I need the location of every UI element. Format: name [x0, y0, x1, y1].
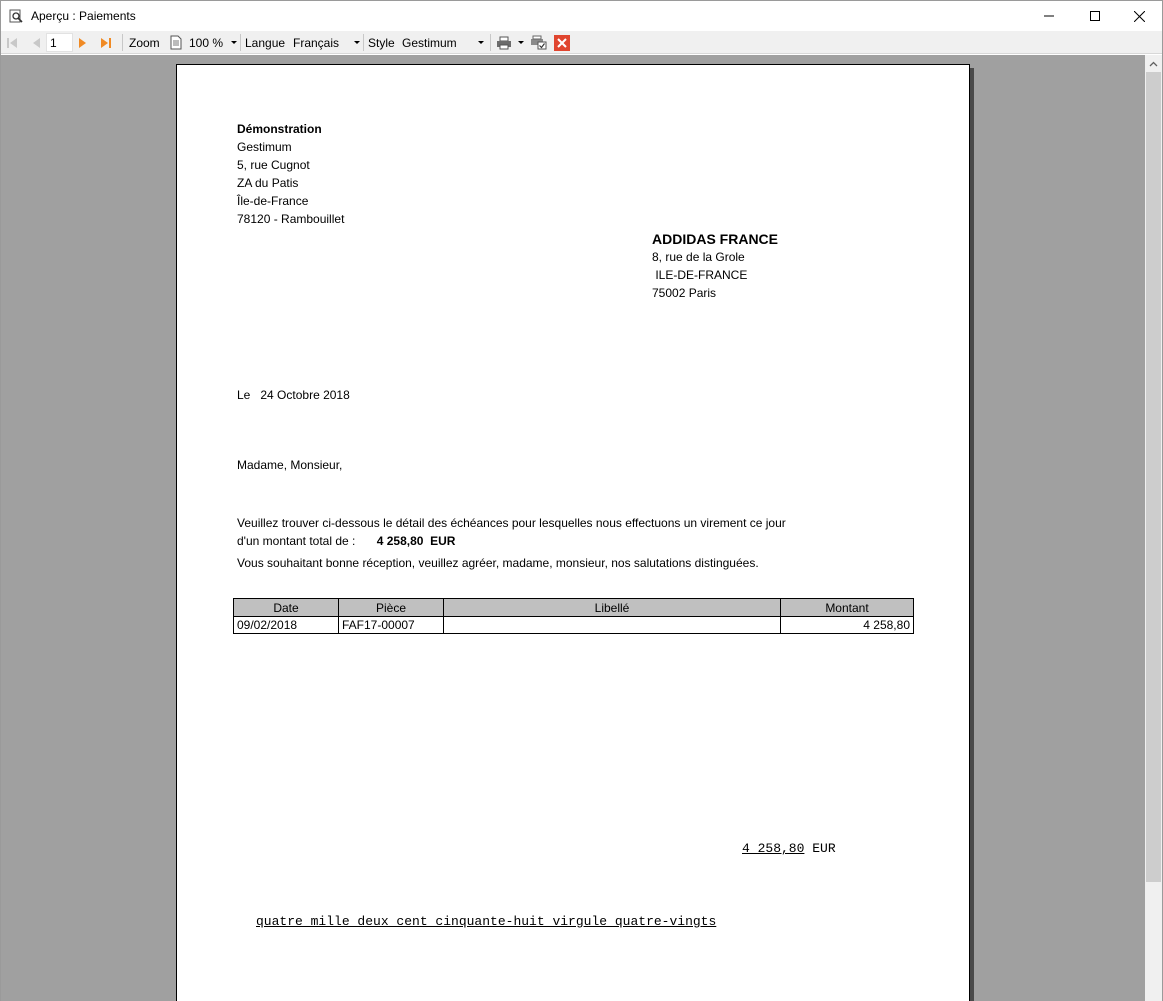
style-dropdown-button[interactable] [475, 33, 486, 52]
chevron-down-icon [231, 41, 237, 44]
toolbar-separator [122, 34, 123, 51]
recipient-line: 75002 Paris [652, 286, 717, 300]
column-header-montant: Montant [781, 599, 914, 617]
chevron-down-icon [478, 41, 484, 44]
toolbar-separator [363, 34, 364, 51]
close-preview-button[interactable] [554, 31, 570, 54]
letter-body-line: Vous souhaitant bonne réception, veuillez agréer, madame, monsieur, nos salutations distinguées. [237, 556, 759, 570]
next-page-button[interactable] [78, 31, 88, 54]
next-page-icon [78, 36, 88, 50]
document-page [176, 64, 970, 1001]
date-prefix: Le [237, 388, 251, 402]
chevron-down-icon [354, 41, 360, 44]
total-line [237, 532, 455, 550]
total-amount: 4 258,80 EUR [376, 534, 456, 548]
title-bar [1, 1, 1162, 31]
minimize-icon [1044, 11, 1054, 21]
recipient-address [652, 230, 778, 302]
scrollbar-thumb[interactable] [1146, 72, 1161, 882]
language-select[interactable]: Français [289, 33, 351, 52]
sender-name: Démonstration [237, 122, 322, 136]
print-settings-icon [530, 35, 547, 50]
style-select[interactable]: Gestimum [398, 33, 475, 52]
table-row [234, 617, 914, 634]
zoom-label: Zoom [129, 35, 160, 50]
page-icon [170, 35, 182, 50]
chevron-up-icon [1149, 61, 1158, 67]
preview-magnifier-icon [9, 9, 23, 23]
minimize-button[interactable] [1026, 1, 1072, 31]
last-page-button[interactable] [100, 31, 112, 54]
window-title: Aperçu : Paiements [31, 9, 136, 23]
column-header-piece: Pièce [339, 599, 444, 617]
page-number-input[interactable]: 1 [46, 33, 73, 52]
style-label: Style [368, 35, 395, 50]
recipient-line: 8, rue de la Grole [652, 250, 745, 264]
letter-date [237, 386, 350, 404]
first-page-button[interactable] [6, 31, 18, 54]
amount-in-words: quatre mille deux cent cinquante-huit virgule quatre-vingts [256, 914, 717, 929]
previous-page-icon [31, 36, 41, 50]
recipient-name: ADDIDAS FRANCE [652, 231, 778, 247]
cell-libelle [444, 617, 781, 634]
previous-page-button[interactable] [31, 31, 41, 54]
first-page-icon [6, 36, 18, 50]
print-dropdown-button[interactable] [515, 33, 526, 52]
sender-line: 5, rue Cugnot [237, 158, 310, 172]
page-icon-button[interactable] [170, 31, 182, 54]
print-settings-button[interactable] [530, 31, 547, 54]
toolbar-separator [490, 34, 491, 51]
check-currency: EUR [812, 841, 836, 856]
sender-line: 78120 - Rambouillet [237, 212, 345, 226]
recipient-line: ILE-DE-FRANCE [652, 268, 748, 282]
table-header-row [234, 599, 914, 617]
printer-icon [496, 36, 512, 50]
salutation: Madame, Monsieur, [237, 458, 343, 472]
zoom-dropdown-button[interactable] [228, 33, 239, 52]
check-amount: 4 258,80 [742, 841, 805, 856]
cell-date: 09/02/2018 [234, 617, 339, 634]
check-amount-line [742, 841, 836, 856]
scroll-up-button[interactable] [1145, 55, 1162, 72]
print-button[interactable] [496, 31, 512, 54]
date-value: 24 Octobre 2018 [260, 388, 350, 402]
close-window-button[interactable] [1116, 1, 1162, 31]
maximize-icon [1090, 11, 1100, 21]
language-dropdown-button[interactable] [351, 33, 362, 52]
chevron-down-icon [518, 41, 524, 44]
zoom-value[interactable]: 100 % [189, 35, 224, 50]
cell-montant: 4 258,80 [781, 617, 914, 634]
language-label: Langue [245, 35, 286, 50]
maximize-button[interactable] [1072, 1, 1118, 31]
sender-line: Gestimum [237, 140, 292, 154]
toolbar [1, 31, 1162, 54]
payments-table [233, 598, 914, 634]
column-header-libelle: Libellé [444, 599, 781, 617]
letter-body-line: Veuillez trouver ci-dessous le détail des échéances pour lesquelles nous effectuons un virement ce jour [237, 516, 786, 530]
close-icon [554, 35, 570, 51]
last-page-icon [100, 36, 112, 50]
cell-piece: FAF17-00007 [339, 617, 444, 634]
vertical-scrollbar[interactable] [1145, 55, 1162, 1001]
close-icon [1134, 11, 1145, 22]
preview-viewport[interactable] [1, 55, 1145, 1001]
sender-line: ZA du Patis [237, 176, 299, 190]
total-label: d'un montant total de : [237, 534, 356, 548]
sender-line: Île-de-France [237, 194, 309, 208]
toolbar-separator [240, 34, 241, 51]
column-header-date: Date [234, 599, 339, 617]
sender-address [237, 120, 344, 228]
